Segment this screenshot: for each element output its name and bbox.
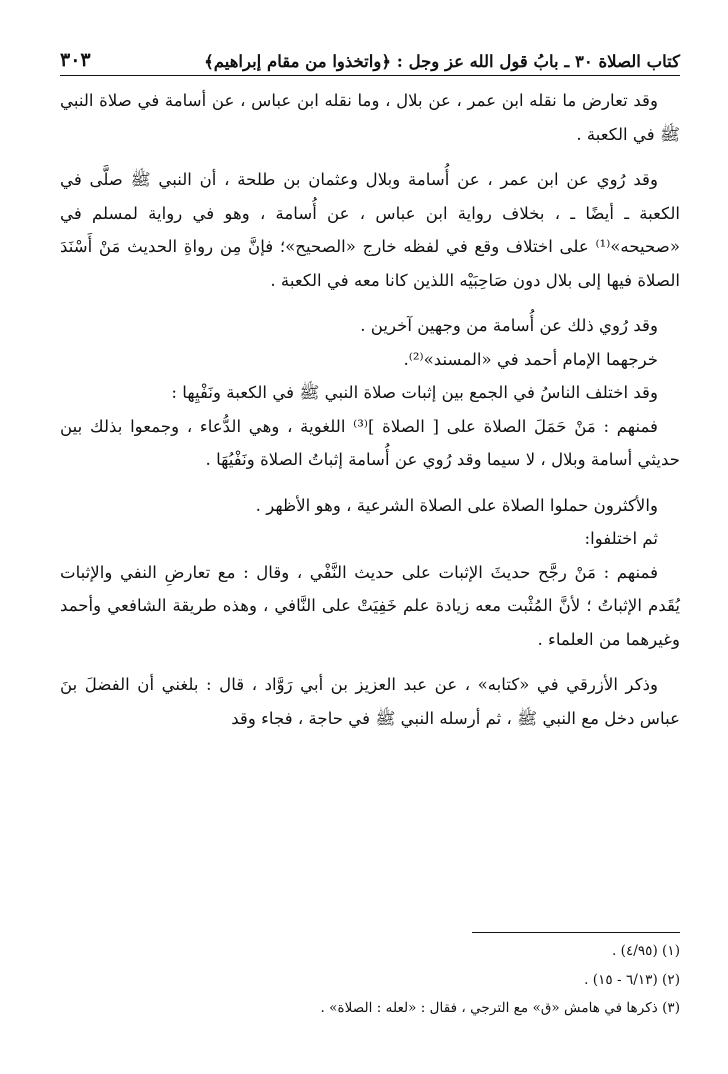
- footnote: (١) (٤/٩٥) .: [612, 943, 680, 959]
- paragraph: وذكر الأزرقي في «كتابه» ، عن عبد العزيز بن أبي رَوَّاد ، قال : بلغني أن الفضلَ بنَ عباس دخل مع النبي ﷺ ، ثم أرسله النبي ﷺ في حاجة ، فجاء وقد: [60, 675, 680, 728]
- footnote: (٣) ذكرها في هامش «ق» مع الترجي ، فقال : «لعله : الصلاة» .: [320, 1000, 680, 1016]
- paragraph: ثم اختلفوا:: [584, 529, 658, 548]
- running-header: [60, 36, 680, 76]
- book-page: [60, 36, 680, 1046]
- paragraph: وقد اختلف الناسُ في الجمع بين إثبات صلاة النبي ﷺ في الكعبة ونَفْيِها :: [171, 383, 658, 402]
- main-text: [60, 84, 680, 735]
- paragraph: وقد تعارض ما نقله ابن عمر ، عن بلال ، وما نقله ابن عباس ، عن أسامة في صلاة النبي ﷺ في الكعبة .: [60, 91, 680, 144]
- paragraph: فمنهم : مَنْ رجَّح حديثَ الإثبات على حديث النَّفْي ، وقال : مع تعارضِ النفي والإثبات يُقَدم الإثباتُ ؛ لأنَّ المُثْبت معه زيادة علم خَفِيَتْ على النَّافي ، وهذه طريقة الشافعي وأحمد وغيرهما من العلماء .: [60, 562, 680, 649]
- footnote: (٢) (٦/١٣ - ١٥) .: [584, 971, 680, 988]
- paragraph: والأكثرون حملوا الصلاة على الصلاة الشرعية ، وهو الأظهر .: [255, 495, 658, 515]
- page-number: ٣٠٣: [60, 49, 91, 71]
- paragraph: فمنهم : مَنْ حَمَلَ الصلاة على [ الصلاة ]⁽³⁾ اللغوية ، وهي الدُّعاء ، وجمعوا بذلك بين حديثي أسامة وبلال ، لا سيما وقد رُوي عن أُسامة إثباتُ الصلاة ونَفْيُهَا .: [60, 416, 680, 469]
- paragraph: خرجهما الإمام أحمد في «المسند»⁽²⁾.: [403, 349, 658, 369]
- paragraph: وقد رُوي عن ابن عمر ، عن أُسامة وبلال وعثمان بن طلحة ، أن النبي ﷺ صلَّى في الكعبة ـ أيضًا ـ ، بخلاف رواية ابن عباس ، عن أُسامة ، وهو في رواية لمسلم في «صحيحه»⁽¹⁾ على اختلاف وقع في لفظه خارج «الصحيح»؛ فإنَّ مِن رواةِ الحديث مَنْ أَسْنَدَ الصلاة فيها إلى بلال دون صَاحِبَيْه اللذين كانا معه في الكعبة .: [60, 170, 680, 290]
- footnotes: [60, 932, 680, 1023]
- header-title: كتاب الصلاة ٣٠ ـ بابُ قول الله عز وجل : ﴿واتخذوا من مقام إبراهيم﴾: [204, 52, 680, 71]
- footnote-divider: [472, 932, 680, 933]
- paragraph: وقد رُوي ذلك عن أُسامة من وجهين آخرين .: [360, 316, 658, 335]
